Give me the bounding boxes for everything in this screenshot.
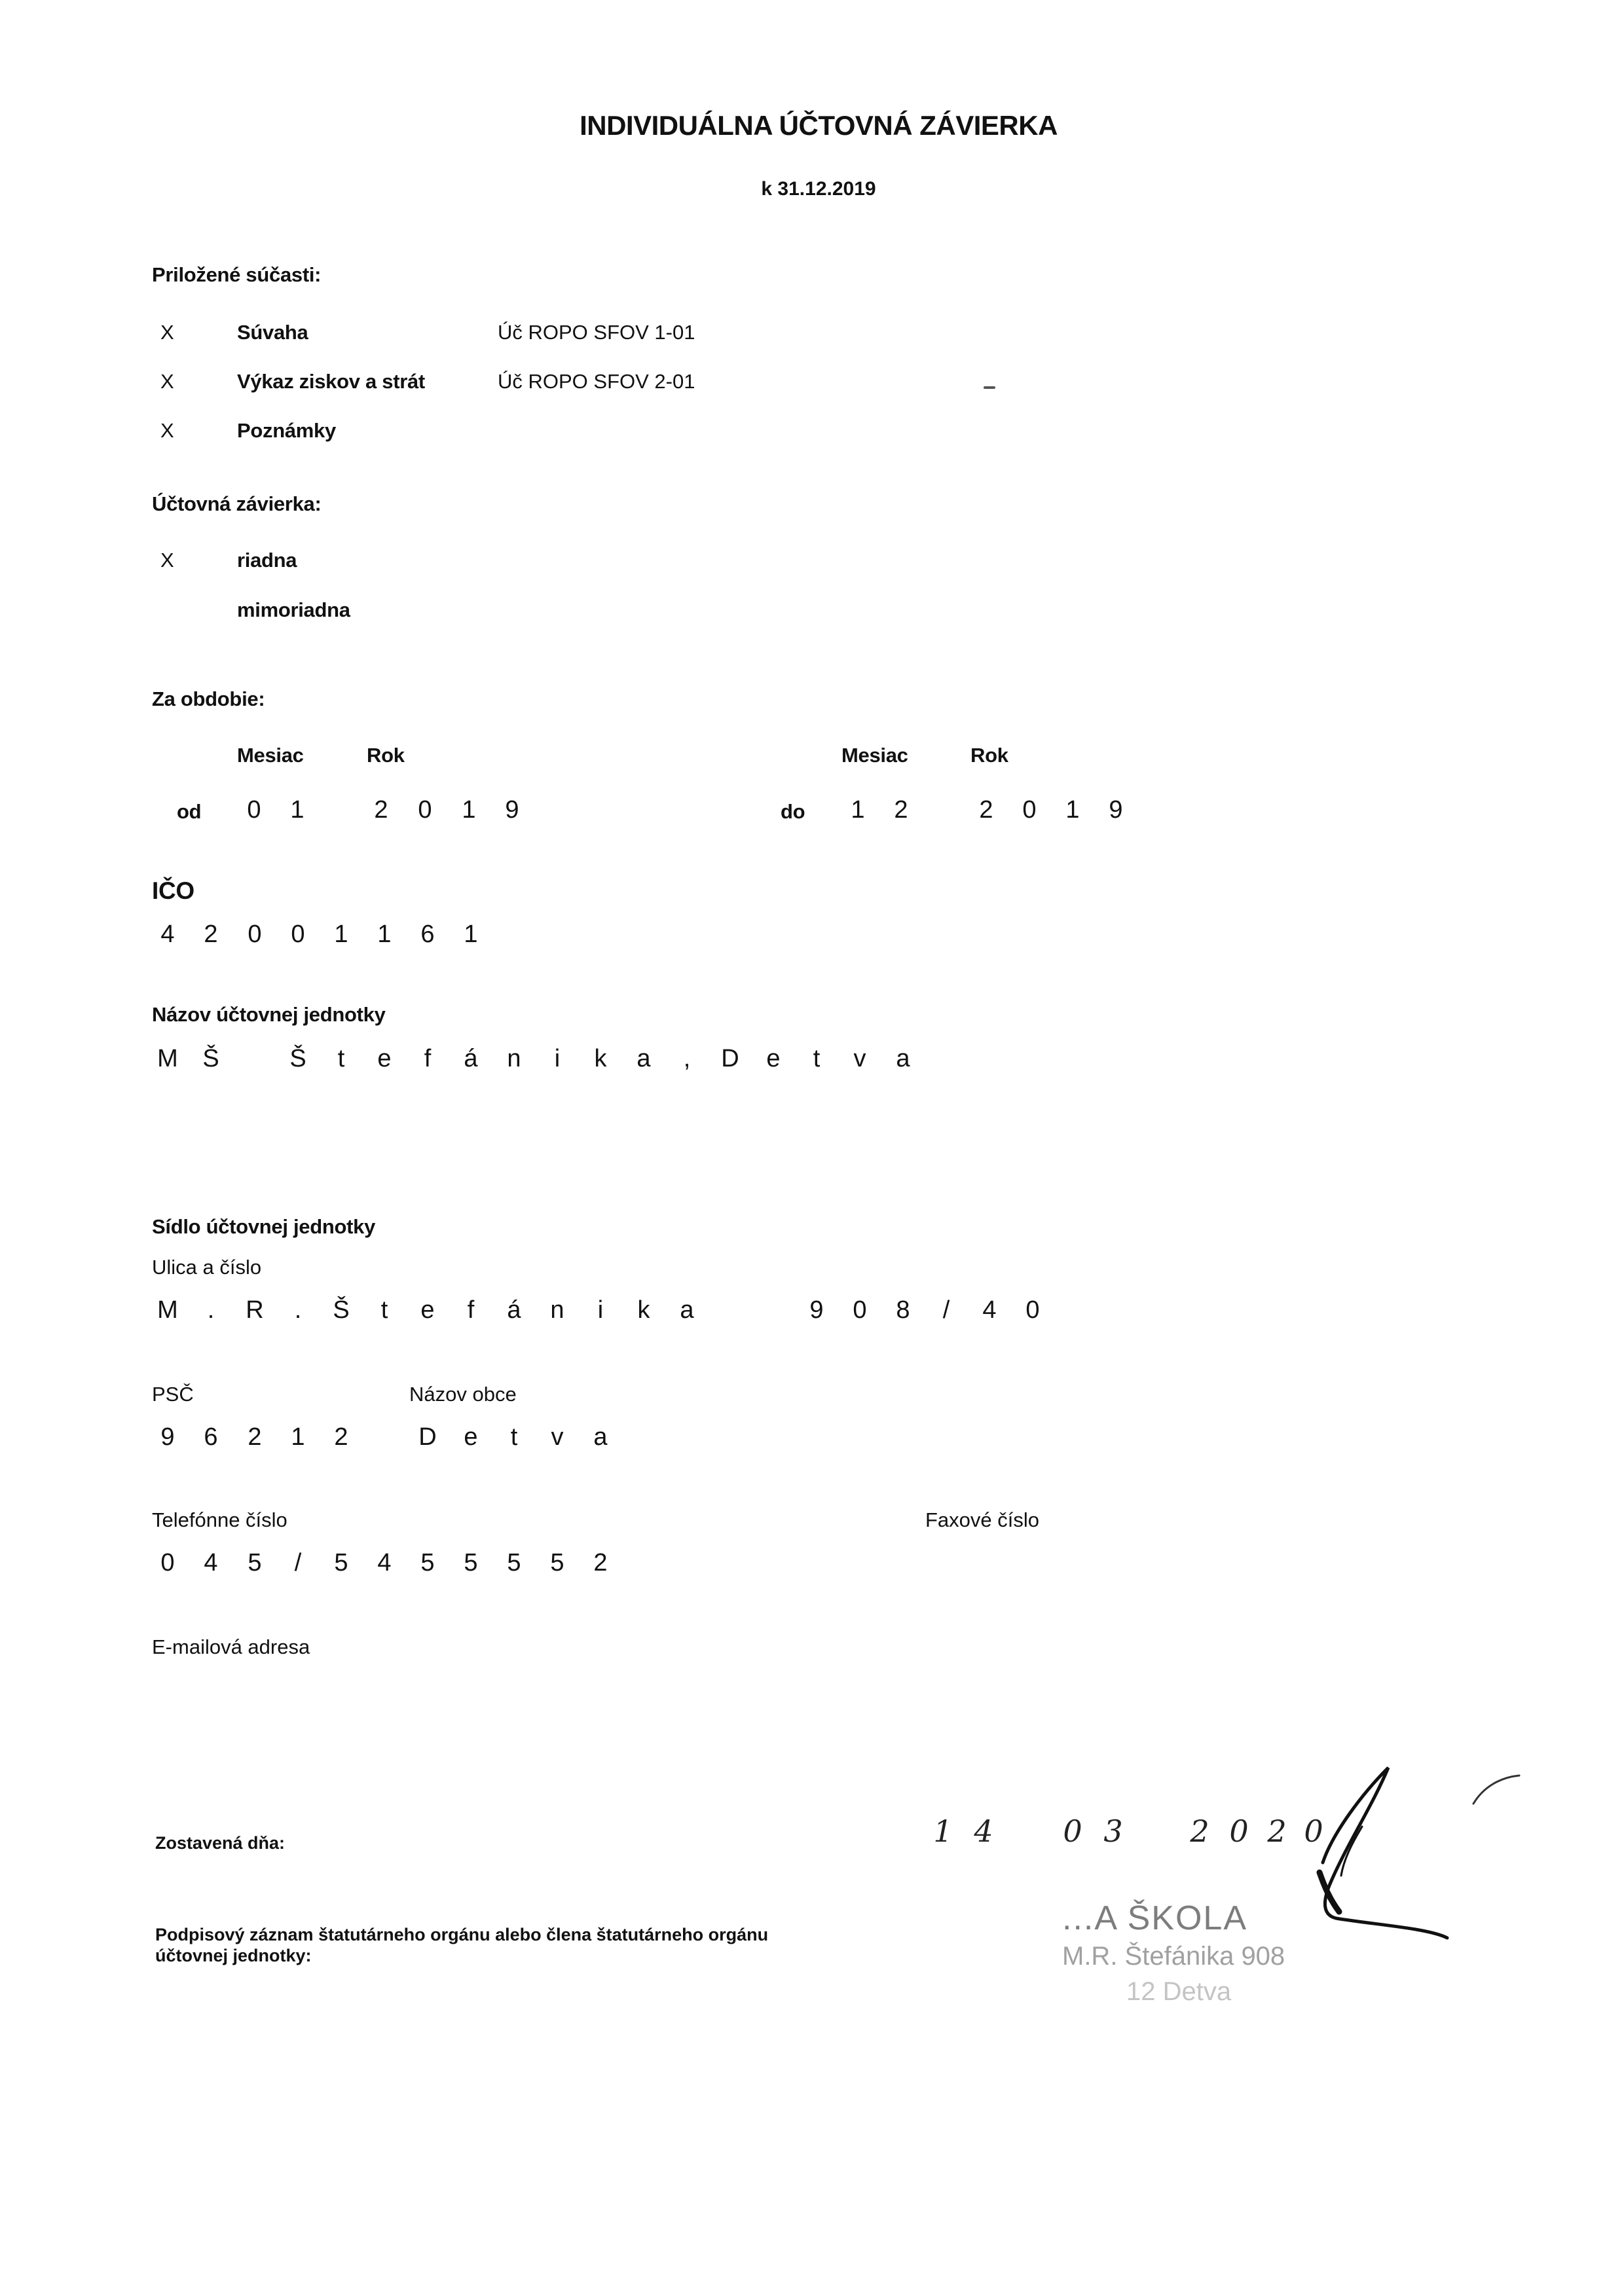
char-cell: 5 — [420, 1549, 435, 1576]
char-cell: 9 — [1109, 796, 1123, 824]
char-cell: f — [424, 1045, 432, 1072]
stamp-line3: 12 Detva — [1126, 1977, 1232, 2006]
char-cell: k — [594, 1045, 607, 1072]
char-cell: 0 — [1025, 1296, 1040, 1324]
period-heading: Za obdobie: — [152, 687, 265, 710]
char-cell: t — [510, 1423, 518, 1451]
char-cell: . — [207, 1296, 215, 1324]
char-cell: t — [337, 1045, 345, 1072]
period-to-label: do — [781, 800, 805, 823]
fax-label: Faxové číslo — [925, 1508, 1040, 1531]
char-cell: e — [464, 1423, 478, 1451]
char-cell: n — [550, 1296, 564, 1324]
from-year-label: Rok — [367, 744, 405, 767]
char-cell: 0 — [291, 920, 305, 948]
char-cell: 1 — [464, 920, 478, 948]
char-cell: 9 — [160, 1423, 175, 1451]
char-cell: á — [507, 1296, 521, 1324]
char-cell: á — [464, 1045, 478, 1072]
char-cell: 8 — [896, 1296, 910, 1324]
char-cell: 0 — [418, 796, 432, 824]
char-cell: 0 — [1304, 1813, 1323, 1849]
char-cell: . — [294, 1296, 302, 1324]
stamp-line1: ...A ŠKOLA — [1062, 1899, 1248, 1937]
attachment-mark: X — [160, 321, 174, 344]
phone-label: Telefónne číslo — [152, 1508, 287, 1531]
char-cell: 2 — [593, 1549, 608, 1576]
city-label: Názov obce — [409, 1383, 517, 1406]
char-cell: / — [294, 1549, 302, 1576]
char-cell: 0 — [1229, 1813, 1249, 1849]
attachment-code: Úč ROPO SFOV 1-01 — [498, 321, 695, 344]
document-title: INDIVIDUÁLNA ÚČTOVNÁ ZÁVIERKA — [580, 110, 1058, 141]
stamp-line2: M.R. Štefánika 908 — [1062, 1942, 1285, 1971]
attachments-heading: Priložené súčasti: — [152, 263, 322, 286]
entity-name-label: Názov účtovnej jednotky — [152, 1003, 386, 1026]
char-cell: D — [721, 1045, 739, 1072]
attachment-code: Úč ROPO SFOV 2-01 — [498, 370, 695, 393]
street-label: Ulica a číslo — [152, 1256, 262, 1279]
char-cell: M — [157, 1296, 178, 1324]
char-cell: Š — [333, 1296, 350, 1324]
to-year-label: Rok — [970, 744, 1008, 767]
char-cell: t — [380, 1296, 388, 1324]
char-cell: / — [942, 1296, 950, 1324]
char-cell: 4 — [974, 1813, 993, 1849]
char-cell: 2 — [1190, 1813, 1209, 1849]
from-month-label: Mesiac — [237, 744, 304, 767]
char-cell: 0 — [1063, 1813, 1082, 1849]
char-cell: i — [554, 1045, 561, 1072]
char-cell: n — [507, 1045, 521, 1072]
char-cell: 0 — [247, 796, 261, 824]
char-cell: 2 — [374, 796, 388, 824]
char-cell: Š — [202, 1045, 219, 1072]
char-cell: 5 — [248, 1549, 262, 1576]
signature-scribble — [1283, 1755, 1559, 1944]
char-cell: Š — [289, 1045, 306, 1072]
char-cell: 4 — [204, 1549, 218, 1576]
char-cell: v — [551, 1423, 564, 1451]
char-cell: 2 — [979, 796, 993, 824]
statement-type-extraordinary: mimoriadna — [237, 598, 350, 621]
char-cell: 4 — [160, 920, 175, 948]
compiled-label: Zostavená dňa: — [155, 1833, 286, 1853]
char-cell: 9 — [505, 796, 519, 824]
char-cell: 0 — [853, 1296, 867, 1324]
char-cell: 3 — [1103, 1813, 1123, 1849]
attachment-name: Súvaha — [237, 321, 308, 344]
char-cell: 5 — [507, 1549, 521, 1576]
char-cell: 5 — [334, 1549, 348, 1576]
char-cell: 1 — [291, 1423, 305, 1451]
char-cell: a — [896, 1045, 910, 1072]
char-cell: 2 — [204, 920, 218, 948]
char-cell: 1 — [462, 796, 476, 824]
email-label: E-mailová adresa — [152, 1635, 310, 1658]
char-cell: 0 — [160, 1549, 175, 1576]
attachment-name: Poznámky — [237, 419, 336, 442]
char-cell: 4 — [982, 1296, 997, 1324]
char-cell: i — [597, 1296, 604, 1324]
ico-label: IČO — [152, 877, 194, 904]
attachment-mark: X — [160, 419, 174, 442]
char-cell: 2 — [334, 1423, 348, 1451]
char-cell: 1 — [1065, 796, 1080, 824]
char-cell: 9 — [809, 1296, 824, 1324]
statement-type-mark: X — [160, 549, 174, 572]
char-cell: 2 — [894, 796, 908, 824]
statement-type-regular: riadna — [237, 549, 297, 572]
seat-heading: Sídlo účtovnej jednotky — [152, 1215, 376, 1238]
char-cell: a — [680, 1296, 694, 1324]
attachment-mark: X — [160, 370, 174, 393]
char-cell: v — [853, 1045, 866, 1072]
char-cell: 1 — [377, 920, 392, 948]
char-cell: a — [637, 1045, 651, 1072]
char-cell: 6 — [420, 920, 435, 948]
char-cell: 1 — [334, 920, 348, 948]
char-cell: e — [420, 1296, 435, 1324]
scan-speck — [984, 386, 995, 389]
signature-label-line2: účtovnej jednotky: — [155, 1946, 312, 1965]
char-cell: t — [813, 1045, 821, 1072]
char-cell: f — [467, 1296, 475, 1324]
char-cell: D — [418, 1423, 437, 1451]
char-cell: 4 — [377, 1549, 392, 1576]
char-cell: 2 — [1267, 1813, 1287, 1849]
char-cell: e — [766, 1045, 781, 1072]
statement-type-heading: Účtovná závierka: — [152, 492, 322, 515]
char-cell: 2 — [248, 1423, 262, 1451]
attachment-name: Výkaz ziskov a strát — [237, 370, 425, 393]
char-cell: 0 — [248, 920, 262, 948]
char-cell: 6 — [204, 1423, 218, 1451]
document-date: k 31.12.2019 — [761, 178, 876, 200]
char-cell: 5 — [464, 1549, 478, 1576]
period-from-label: od — [177, 800, 202, 823]
char-cell: 5 — [550, 1549, 564, 1576]
char-cell: R — [246, 1296, 264, 1324]
char-cell: 1 — [290, 796, 304, 824]
char-cell: , — [683, 1045, 691, 1072]
char-cell: 1 — [851, 796, 865, 824]
char-cell: a — [593, 1423, 608, 1451]
char-cell: 0 — [1022, 796, 1037, 824]
psc-label: PSČ — [152, 1383, 194, 1406]
char-cell: e — [377, 1045, 392, 1072]
to-month-label: Mesiac — [841, 744, 908, 767]
char-cell: 1 — [933, 1813, 953, 1849]
char-cell: k — [637, 1296, 650, 1324]
signature-label-line1: Podpisový záznam štatutárneho orgánu alebo člena štatutárneho orgánu — [155, 1925, 769, 1944]
char-cell: M — [157, 1045, 178, 1072]
